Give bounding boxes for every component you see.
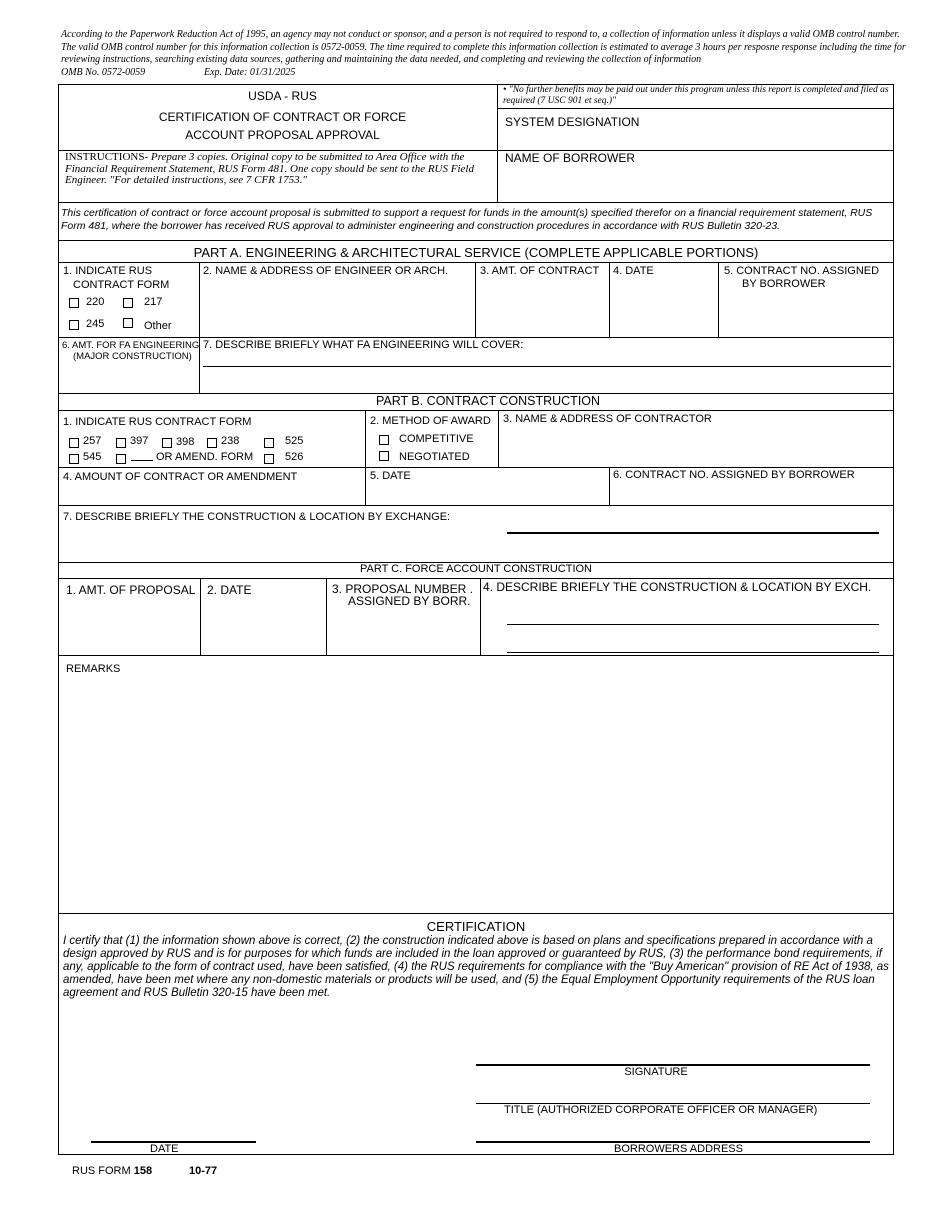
form-title-line2: ACCOUNT PROPOSAL APPROVAL <box>185 128 380 142</box>
form-prefix: RUS FORM <box>72 1165 134 1177</box>
part-a-f7-label: 7. DESCRIBE BRIEFLY WHAT FA ENGINEERING WILL COVER: <box>203 339 524 351</box>
part-a-f6-line2: (MAJOR CONSTRUCTION) <box>73 351 192 362</box>
part-a-f4-label: 4. DATE <box>613 265 654 277</box>
checkbox-525[interactable] <box>264 438 274 448</box>
remarks-area[interactable] <box>64 680 888 908</box>
checkbox-245[interactable] <box>69 320 79 330</box>
checkbox-other[interactable] <box>123 318 133 328</box>
part-b-f7-line <box>507 532 879 534</box>
part-b-heading: PART B. CONTRACT CONSTRUCTION <box>375 394 601 408</box>
certification-heading: CERTIFICATION <box>426 919 526 934</box>
part-a-f5-line1: 5. CONTRACT NO. ASSIGNED <box>724 265 880 277</box>
checkbox-competitive[interactable] <box>379 435 389 445</box>
label-238: 238 <box>221 435 240 447</box>
date-label: DATE <box>150 1143 179 1155</box>
label-220: 220 <box>86 296 105 308</box>
part-b-f7-label: 7. DESCRIBE BRIEFLY THE CONSTRUCTION & LOCATION BY EXCHANGE: <box>63 511 451 523</box>
part-a-f2-label: 2. NAME & ADDRESS OF ENGINEER OR ARCH. <box>203 265 449 277</box>
amend-form-number-line <box>131 460 153 461</box>
part-a-heading: PART A. ENGINEERING & ARCHITECTURAL SERVICE (COMPLETE APPLICABLE PORTIONS) <box>193 245 759 260</box>
checkbox-217[interactable] <box>123 298 133 308</box>
label-amend-form: OR AMEND. FORM <box>156 451 254 463</box>
part-c-f4-line2 <box>507 652 879 653</box>
part-c-f3-line1: 3. PROPOSAL NUMBER . <box>332 582 473 596</box>
checkbox-amend-form[interactable] <box>116 454 126 464</box>
label-217: 217 <box>144 296 163 308</box>
checkbox-220[interactable] <box>69 298 79 308</box>
part-c-f2-label: 2. DATE <box>207 583 252 597</box>
checkbox-545[interactable] <box>69 454 79 464</box>
paperwork-notice: According to the Paperwork Reduction Act of 1995, an agency may not conduct or sponsor, and a person is not required to respond to, a collection of information unless it displays a valid OMB control number. The valid OMB control number for this information collection is 0572-0059. The time required to complete this information collection is estimated to average 3 hours per resposne response including the time for reviewing instructions, searching existing data sources, gathering and maintaining the data needed, and completing and reviewing the collection of information <box>61 29 906 65</box>
expiration-date: Exp. Date: 01/31/2025 <box>204 67 296 78</box>
part-b-f2-label: 2. METHOD OF AWARD <box>370 415 491 427</box>
label-525: 525 <box>285 435 304 447</box>
instructions-label: INSTRUCTIONS- <box>65 151 149 163</box>
part-b-f3-label: 3. NAME & ADDRESS OF CONTRACTOR <box>503 413 712 425</box>
title-label: TITLE (AUTHORIZED CORPORATE OFFICER OR MANAGER) <box>504 1104 818 1116</box>
signature-label: SIGNATURE <box>624 1066 688 1078</box>
part-b-f1-label: 1. INDICATE RUS CONTRACT FORM <box>63 416 252 428</box>
label-526: 526 <box>285 451 304 463</box>
checkbox-526[interactable] <box>264 454 274 464</box>
checkbox-397[interactable] <box>116 438 126 448</box>
part-b-f6-label: 6. CONTRACT NO. ASSIGNED BY BORROWER <box>613 469 855 481</box>
name-of-borrower-label: NAME OF BORROWER <box>505 151 636 165</box>
part-c-f4-line1 <box>507 624 879 625</box>
form-number: 158 <box>133 1165 153 1177</box>
checkbox-398[interactable] <box>162 438 172 448</box>
part-b-f5-label: 5. DATE <box>370 470 411 482</box>
checkbox-negotiated[interactable] <box>379 451 389 461</box>
omb-number: OMB No. 0572-0059 <box>61 67 146 78</box>
remarks-label: REMARKS <box>66 663 121 675</box>
part-c-f1-label: 1. AMT. OF PROPOSAL <box>66 583 196 597</box>
instructions-text: Prepare 3 copies. Original copy to be submitted to Area Office with the Financial Requirement Statement, RUS Form 481. One copy should be sent to the RUS Field Engineer. "For detailed instructions, see 7 CFR 1753." <box>65 151 474 186</box>
certification-statement: This certification of contract or force account proposal is submitted to support a request for funds in the amount(s) specified therefor on a financial requirement statement, RUS Form 481, where the borrower has received RUS approval to administer engineering and construction procedures in accordance with RUS Bulletin 320-23. <box>61 207 873 232</box>
part-a-f3-label: 3. AMT. OF CONTRACT <box>480 265 600 277</box>
part-a-f1-line2: CONTRACT FORM <box>73 279 170 291</box>
label-397: 397 <box>130 435 149 447</box>
instructions-block <box>65 152 485 187</box>
label-negotiated: NEGOTIATED <box>399 451 470 463</box>
borrowers-address-label: BORROWERS ADDRESS <box>614 1143 743 1155</box>
part-b-f4-label: 4. AMOUNT OF CONTRACT OR AMENDMENT <box>63 471 298 483</box>
label-398: 398 <box>176 436 195 448</box>
benefits-note: • "No further benefits may be paid out under this program unless this report is completed and filed as required (7 USC 901 et seq.)" <box>503 85 889 106</box>
label-competitive: COMPETITIVE <box>399 433 474 445</box>
checkbox-257[interactable] <box>69 438 79 448</box>
checkbox-238[interactable] <box>207 438 217 448</box>
form-id <box>72 1165 152 1177</box>
part-a-f1-line1: 1. INDICATE RUS <box>63 265 153 277</box>
part-c-f4-label: 4. DESCRIBE BRIEFLY THE CONSTRUCTION & LOCATION BY EXCH. <box>483 580 872 594</box>
label-245: 245 <box>86 318 105 330</box>
part-c-f3-line2: ASSIGNED BY BORR. <box>348 594 471 608</box>
system-designation-label: SYSTEM DESIGNATION <box>505 115 640 129</box>
label-other: Other <box>144 320 172 332</box>
certification-text: I certify that (1) the information shown above is correct, (2) the construction indicated above is based on plans and specifications prepared in accordance with a design approved by RUS and is for purposes for which funds are included in the loan approved or guaranteed by RUS, (3) the performance bond requirements, if any, applicable to the form of contract used, have been satisfied, (4) the RUS requirements for compliance with the "Buy American" provision of RE Act of 1938, as amended, have been met where any non-domestic materials or products will be used, and (5) the Equal Employment Opportunity requirements of the RUS loan agreement and RUS Bulletin 320-15 have been met. <box>63 935 889 999</box>
part-c-heading: PART C. FORCE ACCOUNT CONSTRUCTION <box>359 563 593 575</box>
form-title-line1: CERTIFICATION OF CONTRACT OR FORCE <box>158 110 407 124</box>
part-a-f5-line2: BY BORROWER <box>742 278 826 290</box>
label-257: 257 <box>83 435 102 447</box>
part-a-f7-line <box>203 366 891 367</box>
part-a-f6-line1: 6. AMT. FOR FA ENGINEERING <box>62 340 200 351</box>
form-revision: 10-77 <box>189 1165 218 1177</box>
form-agency: USDA - RUS <box>248 89 317 103</box>
label-545: 545 <box>83 451 102 463</box>
